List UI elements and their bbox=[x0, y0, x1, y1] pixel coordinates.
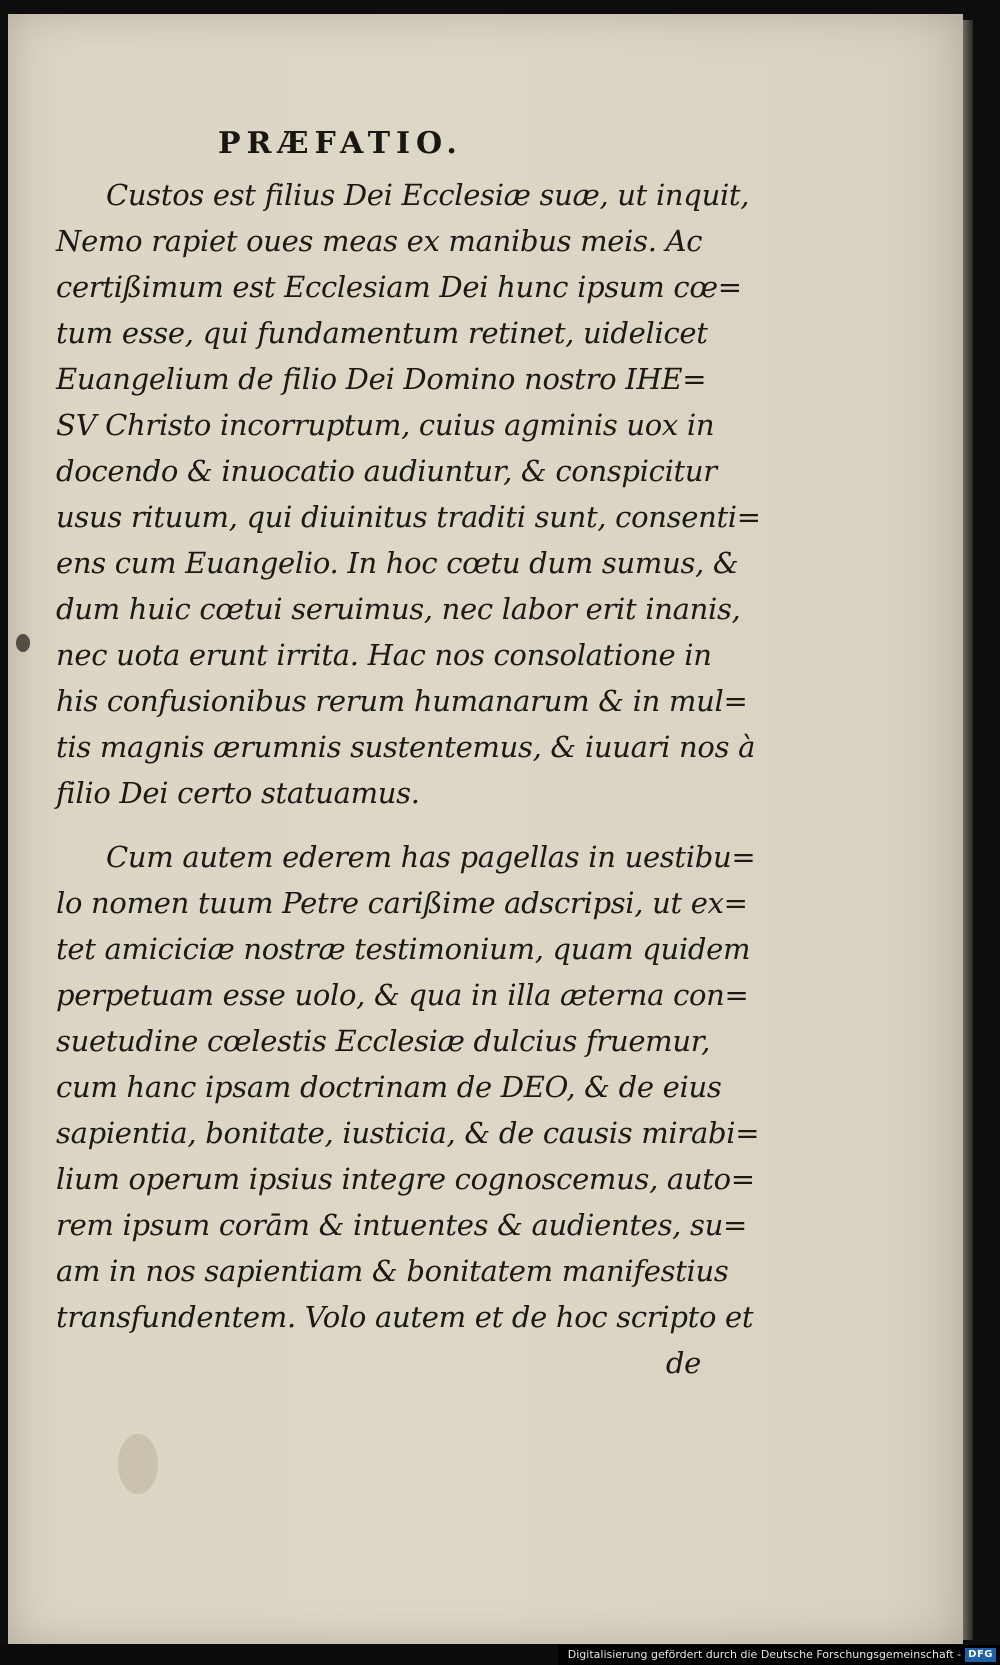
paragraph-2 bbox=[56, 834, 760, 1386]
text-line: nec uota erunt irrita. Hac nos consolatione in bbox=[56, 638, 712, 672]
text-line: lium operum ipsius integre cognoscemus, auto= bbox=[56, 1162, 755, 1196]
ink-blot bbox=[16, 634, 30, 652]
catchword: de bbox=[665, 1346, 701, 1380]
text-line: Nemo rapiet oues meas ex manibus meis. Ac bbox=[56, 224, 703, 258]
text-line: his confusionibus rerum humanarum & in mul= bbox=[56, 684, 748, 718]
text-line: sapientia, bonitate, iusticia, & de causis mirabi= bbox=[56, 1116, 760, 1150]
text-line: Euangelium de filio Dei Domino nostro IHE= bbox=[56, 362, 707, 396]
paragraph-1 bbox=[56, 172, 761, 816]
digitization-credit-bar bbox=[558, 1645, 1000, 1665]
text-line: tum esse, qui fundamentum retinet, uidelicet bbox=[56, 316, 708, 350]
text-line: certißimum est Ecclesiam Dei hunc ipsum cœ= bbox=[56, 270, 742, 304]
text-line: am in nos sapientiam & bonitatem manifestius bbox=[56, 1254, 729, 1288]
text-line: lo nomen tuum Petre carißime adscripsi, ut ex= bbox=[56, 886, 748, 920]
dfg-logo-icon: DFG bbox=[965, 1648, 996, 1662]
text-line: usus rituum, qui diuinitus traditi sunt, consenti= bbox=[56, 500, 761, 534]
text-line: cum hanc ipsam doctrinam de DEO, & de eius bbox=[56, 1070, 722, 1104]
text-line: transfundentem. Volo autem et de hoc scripto et bbox=[56, 1300, 754, 1334]
text-line: suetudine cœlestis Ecclesiæ dulcius fruemur, bbox=[56, 1024, 711, 1058]
book-page bbox=[8, 14, 963, 1644]
text-line: Custos est filius Dei Ecclesiæ suæ, ut inquit, bbox=[106, 178, 750, 212]
text-line: tis magnis ærumnis sustentemus, & iuuari nos à bbox=[56, 730, 756, 764]
text-line: ens cum Euangelio. In hoc cœtu dum sumus, & bbox=[56, 546, 739, 580]
page-heading: PRÆFATIO. bbox=[218, 126, 463, 161]
text-line: filio Dei certo statuamus. bbox=[56, 776, 420, 810]
text-line: dum huic cœtui seruimus, nec labor erit inanis, bbox=[56, 592, 741, 626]
text-line: tet amiciciæ nostræ testimonium, quam quidem bbox=[56, 932, 751, 966]
text-line: Cum autem ederem has pagellas in uestibu= bbox=[106, 840, 756, 874]
text-line: SV Christo incorruptum, cuius agminis uox in bbox=[56, 408, 715, 442]
page-edge bbox=[963, 20, 973, 1640]
paper-stain bbox=[118, 1434, 158, 1494]
text-line: perpetuam esse uolo, & qua in illa æterna con= bbox=[56, 978, 749, 1012]
text-line: rem ipsum corām & intuentes & audientes, su= bbox=[56, 1208, 747, 1242]
text-line: docendo & inuocatio audiuntur, & conspicitur bbox=[56, 454, 717, 488]
credit-text: Digitalisierung gefördert durch die Deutsche Forschungsgemeinschaft - bbox=[567, 1648, 962, 1661]
